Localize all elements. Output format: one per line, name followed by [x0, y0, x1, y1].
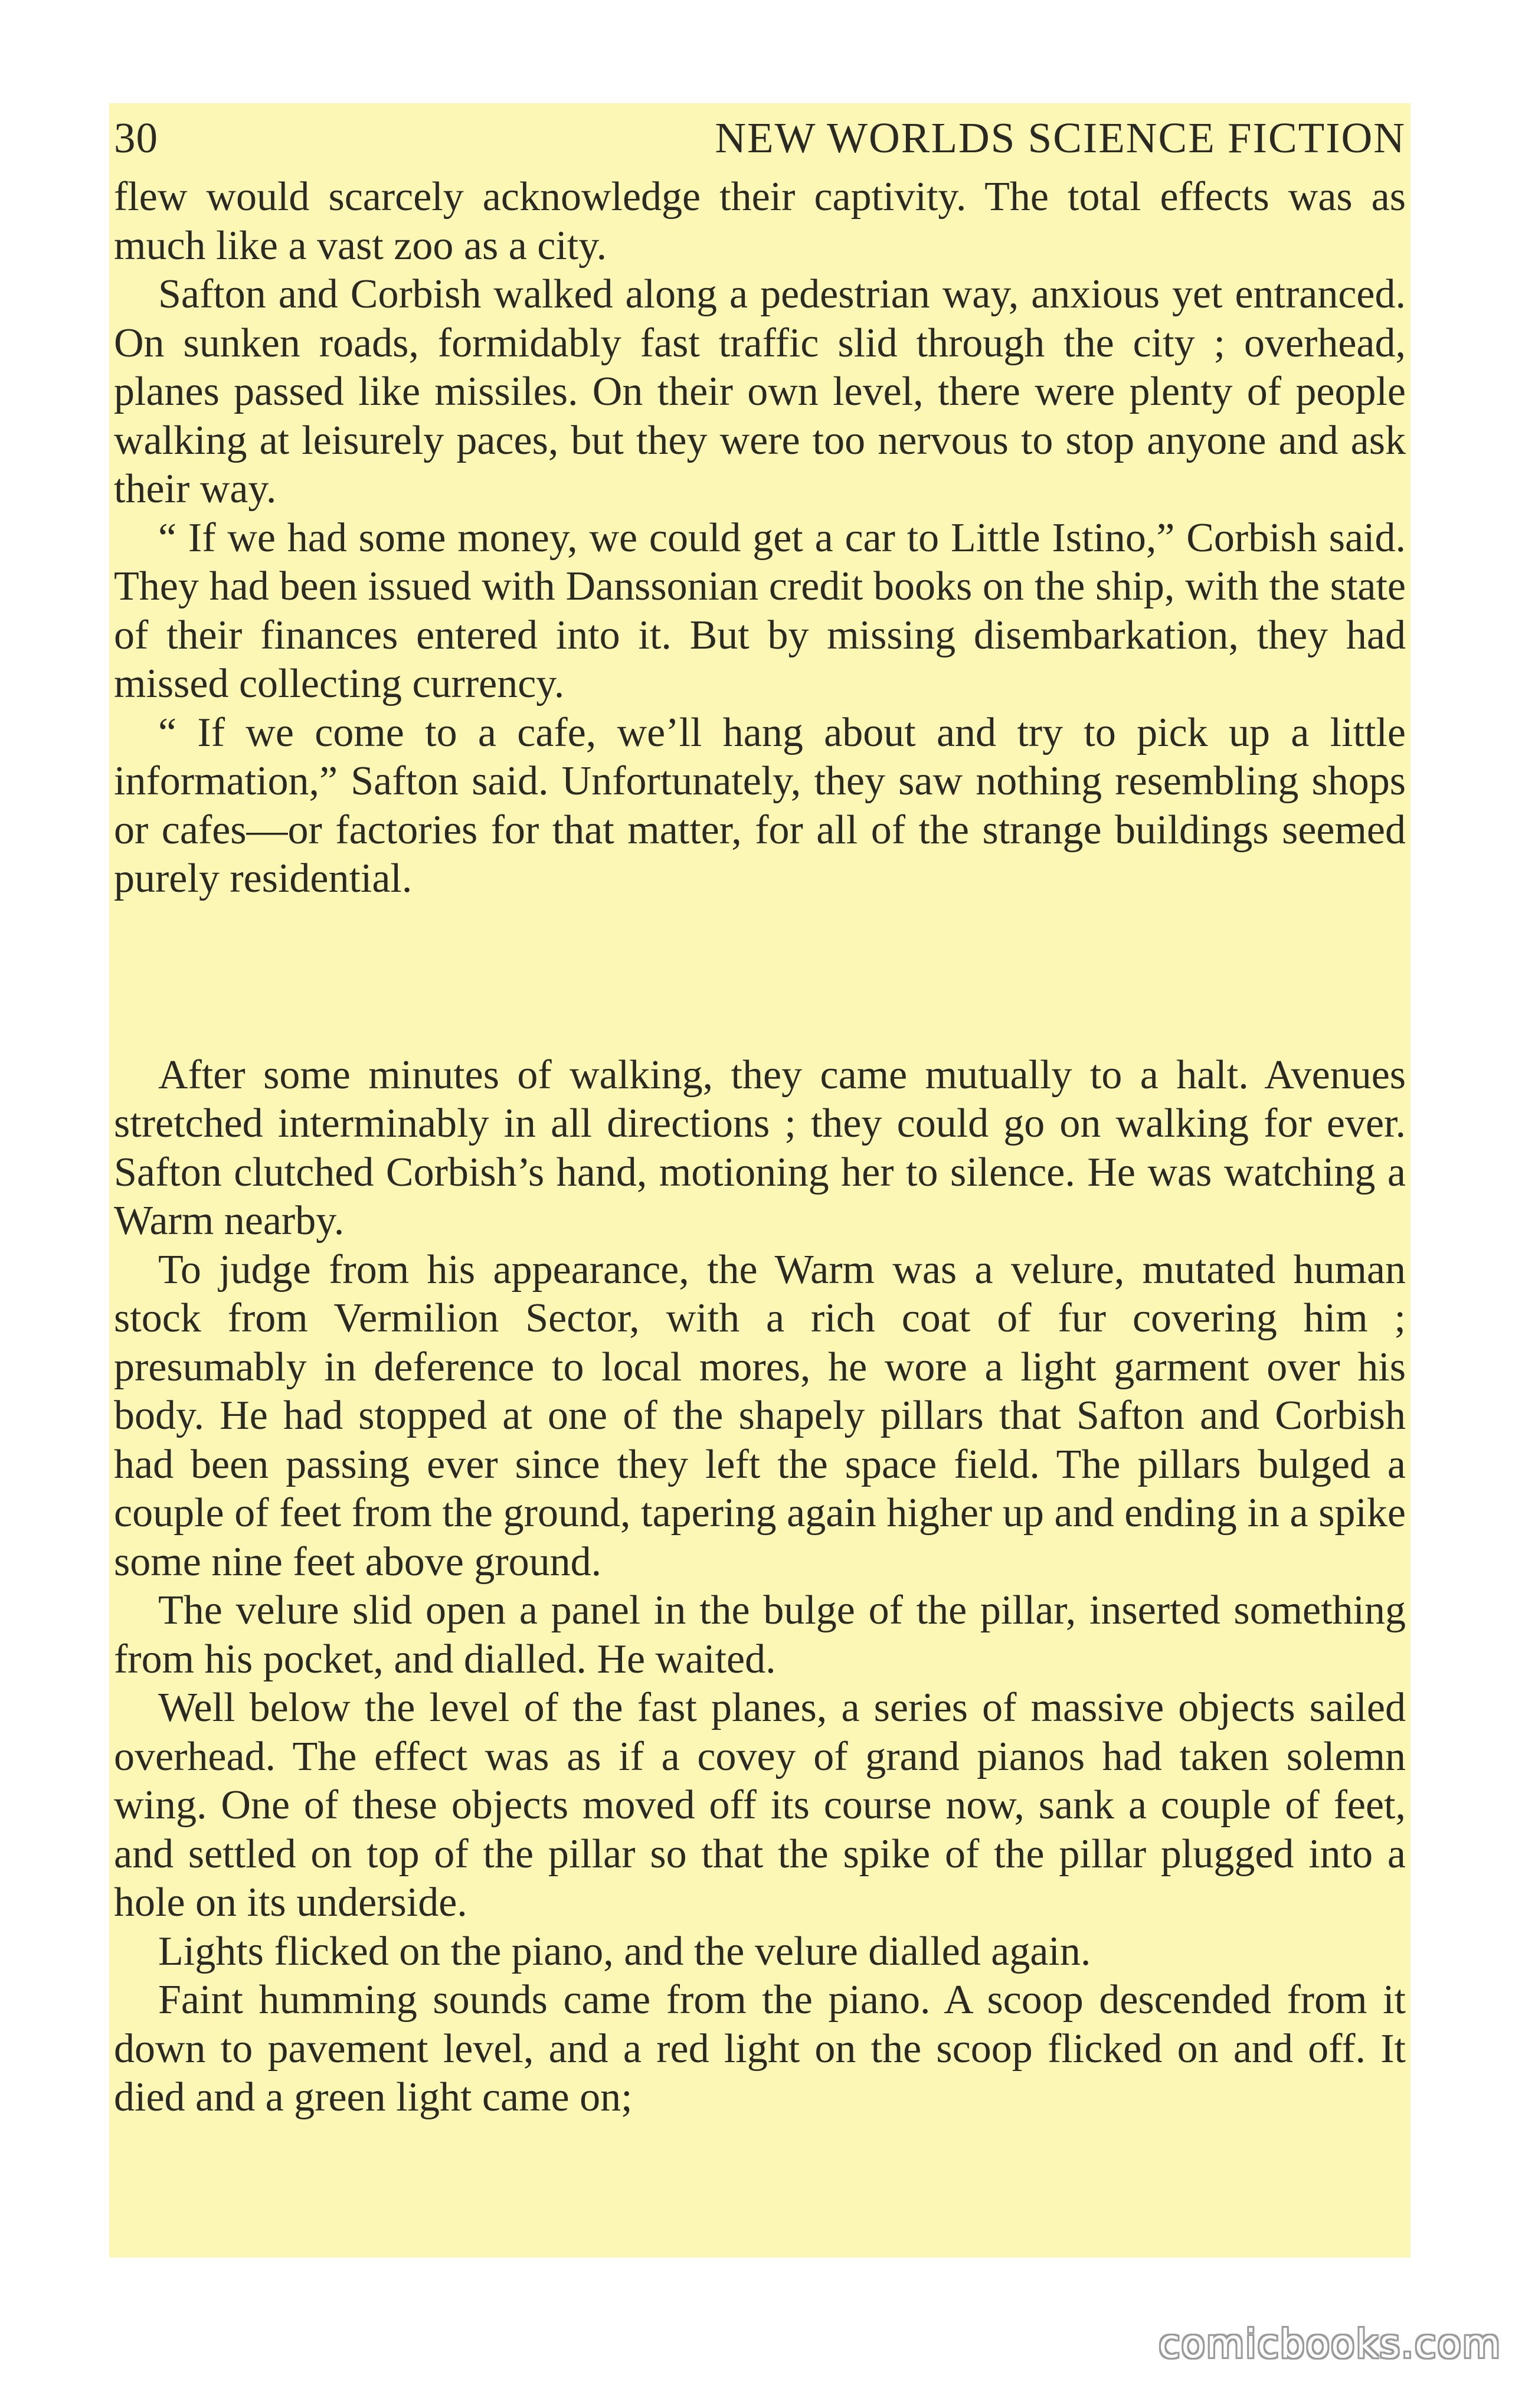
- paragraph: After some minutes of walking, they came mutually to a halt. Avenues stretched interminably in all directions ; they could go on walking for ever. Safton clutched Corbish’s hand, motioning her to silence. He was watching a Warm nearby.: [114, 1052, 1406, 1244]
- running-title: NEW WORLDS SCIENCE FICTION: [715, 114, 1406, 162]
- page-number: 30: [114, 114, 158, 162]
- body-text: [114, 173, 1406, 2122]
- book-page: [109, 103, 1411, 2258]
- paragraph: To judge from his appearance, the Warm was a velure, mutated human stock from Vermilion Sector, with a rich coat of fur covering him ; presumably in deference to local mores, he wore a light garment over his body. He had stopped at one of the shapely pillars that Safton and Corbish had been passing ever since they left the space field. The pillars bulged a couple of feet from the ground, tapering again higher up and ending in a spike some nine feet above ground.: [114, 1246, 1406, 1585]
- watermark: comicbooks.com: [1159, 2321, 1501, 2367]
- paragraph: “ If we had some money, we could get a car to Little Istino,” Corbish said. They had been issued with Danssonian credit books on the ship, with the state of their finances entered into it. But by missing disembarkation, they had missed collecting currency.: [114, 515, 1406, 706]
- paragraph: The velure slid open a panel in the bulge of the pillar, inserted something from his pocket, and dialled. He waited.: [114, 1588, 1406, 1682]
- paragraph: Safton and Corbish walked along a pedestrian way, anxious yet entranced. On sunken roads, formidably fast traffic slid through the city ; overhead, planes passed like missiles. On their own level, there were plenty of people walking at leisurely paces, but they were too nervous to stop anyone and ask their way.: [114, 271, 1406, 512]
- page-header: [114, 103, 1406, 173]
- paragraph: Well below the level of the fast planes, a series of massive objects sailed overhead. The effect was as if a covey of grand pianos had taken solemn wing. One of these objects moved off its course now, sank a couple of feet, and settled on top of the pillar so that the spike of the pillar plugged into a hole on its underside.: [114, 1685, 1406, 1925]
- section-break: [114, 904, 1406, 1051]
- paragraph: Lights flicked on the piano, and the velure dialled again.: [158, 1928, 1091, 1974]
- paragraph: “ If we come to a cafe, we’ll hang about and try to pick up a little information,” Safton said. Unfortunately, they saw nothing resembling shops or cafes—or factories for that matter, for all of the strange buildings seemed purely residential.: [114, 709, 1406, 901]
- paragraph: Faint humming sounds came from the piano. A scoop descended from it down to pavement level, and a red light on the scoop flicked on and off. It died and a green light came on;: [114, 1977, 1406, 2120]
- paragraph: flew would scarcely acknowledge their captivity. The total effects was as much like a vast zoo as a city.: [114, 174, 1406, 269]
